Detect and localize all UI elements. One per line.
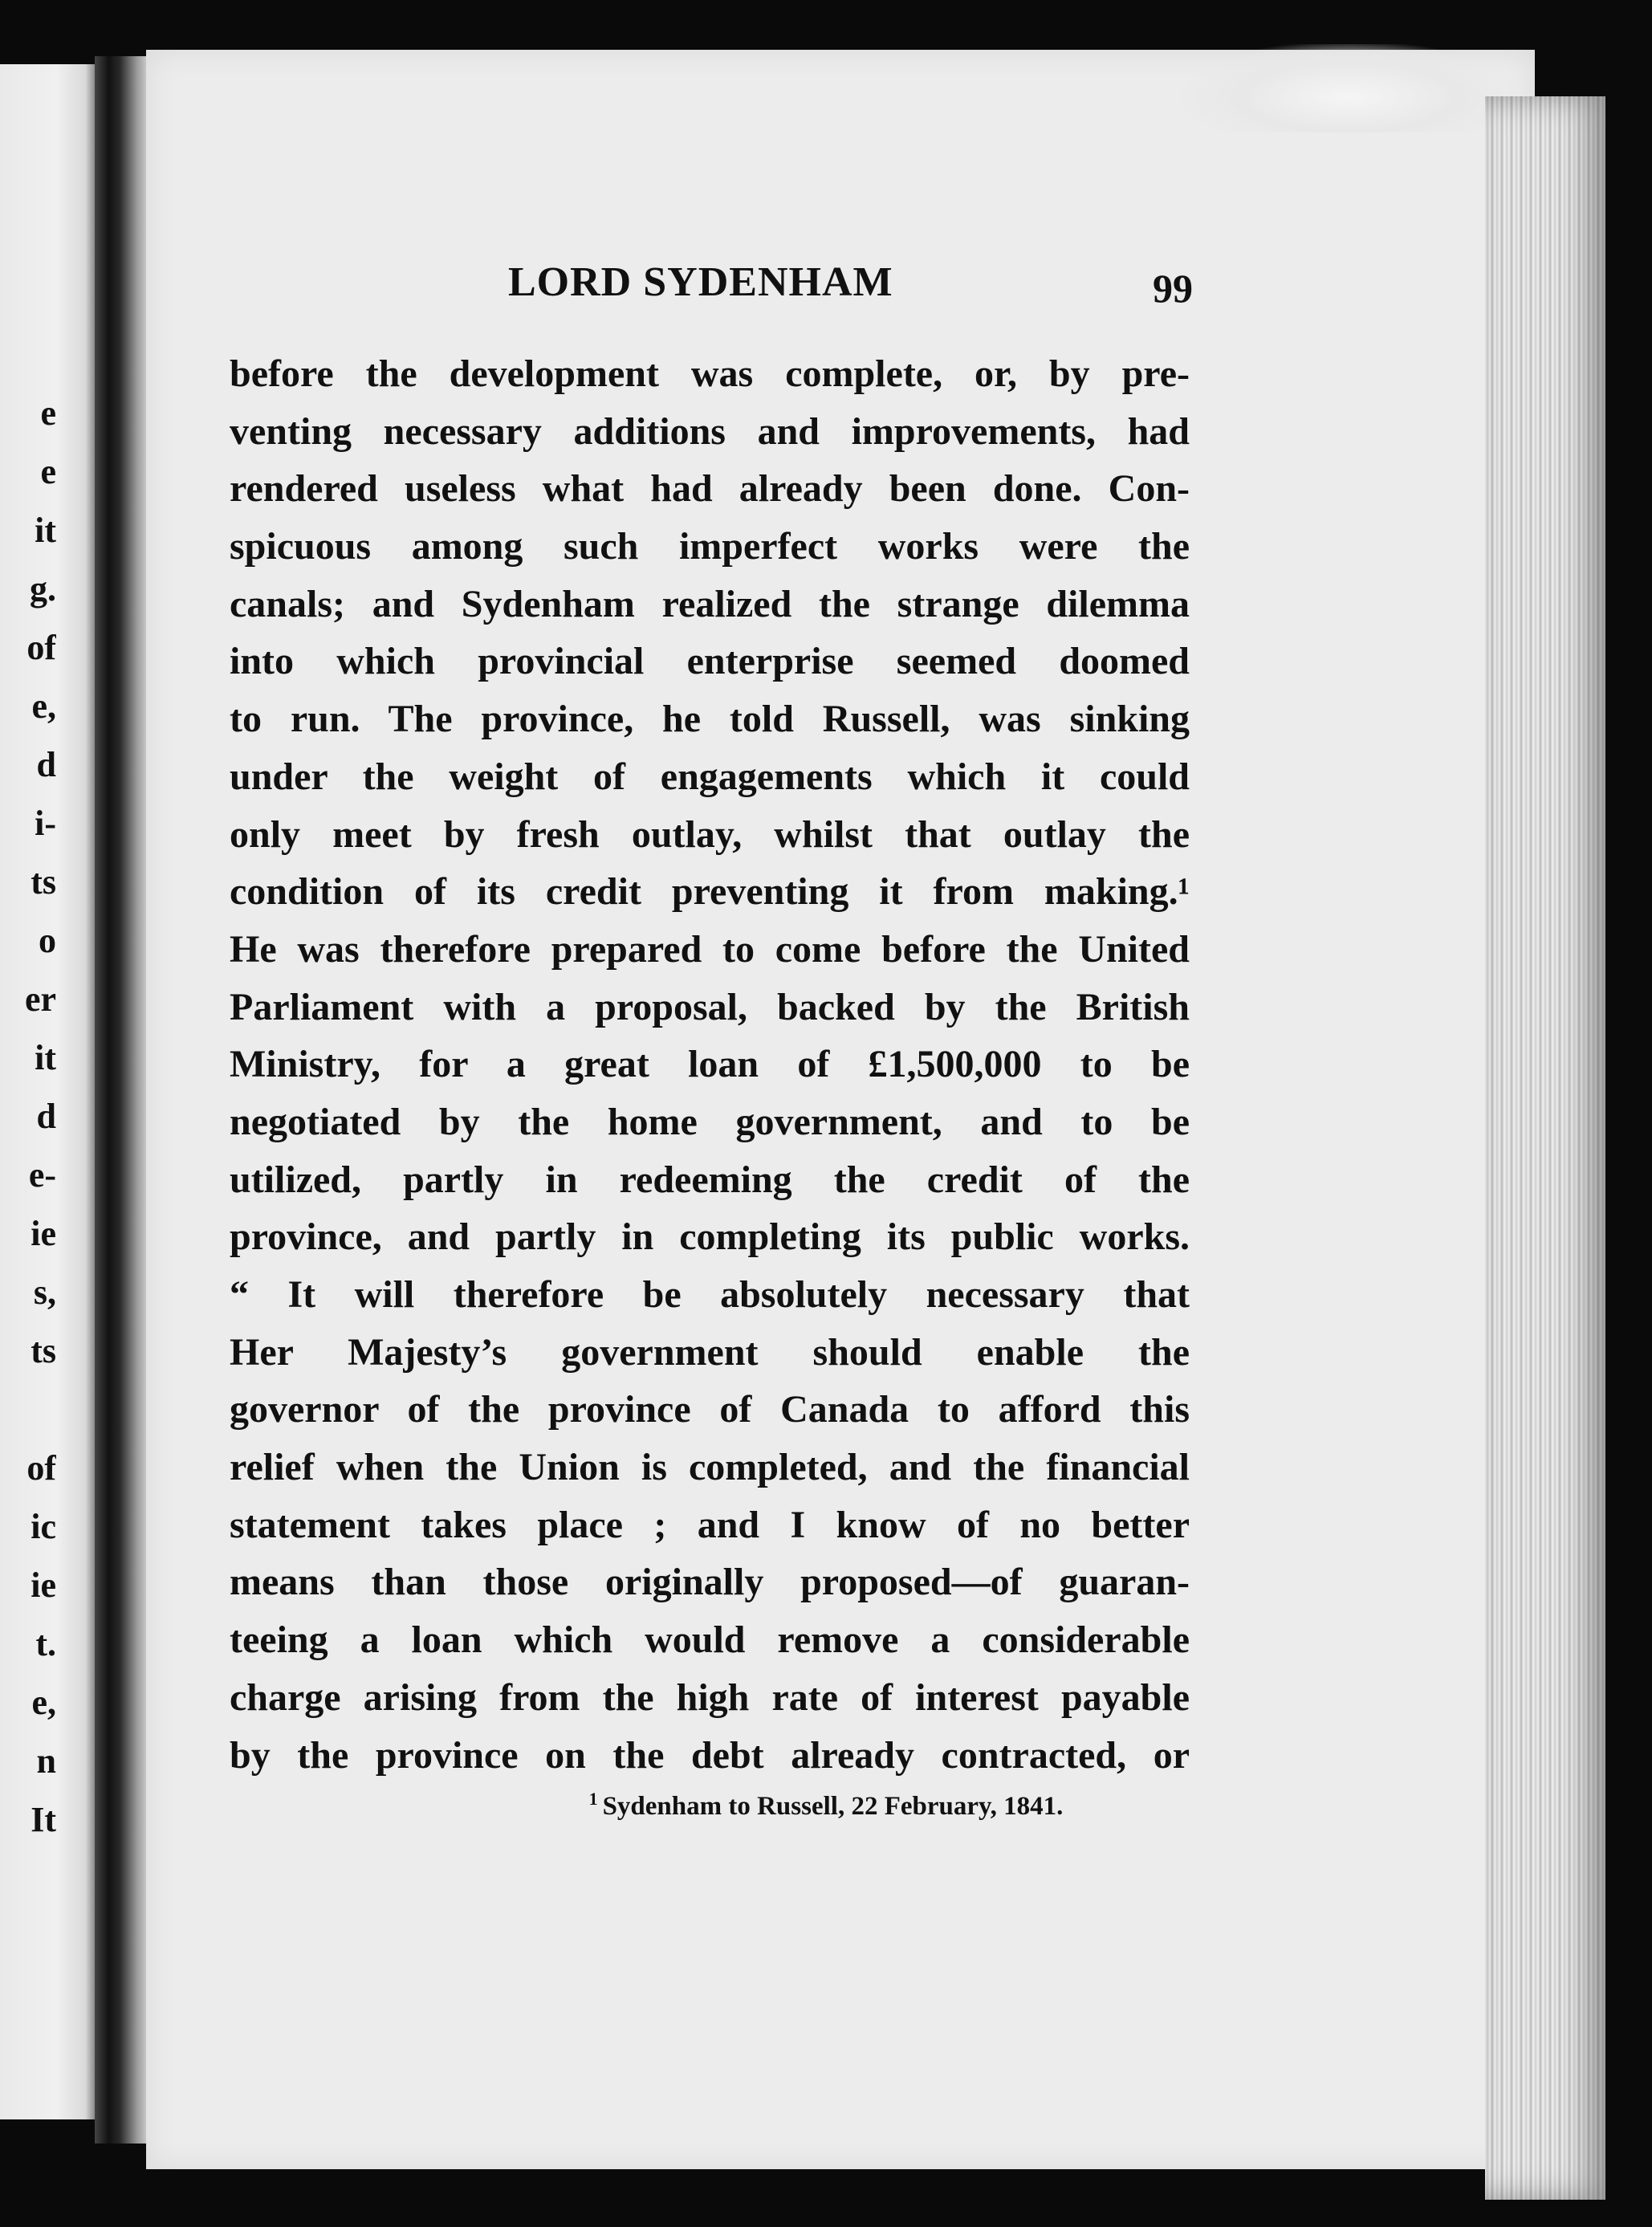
text-line: utilized, partly in redeeming the credit of the [230, 1158, 1190, 1201]
text-line: teeing a loan which would remove a considerable [230, 1618, 1190, 1662]
text-line: canals; and Sydenham realized the strange dilemma [230, 582, 1190, 625]
text-line: by the province on the debt already contracted, or [230, 1733, 1190, 1777]
previous-page-line-fragment: of [26, 1448, 56, 1488]
page-corner-highlight [1180, 44, 1517, 132]
previous-page-line-fragment: ie [31, 1565, 56, 1605]
running-head: LORD SYDENHAM [508, 259, 893, 305]
previous-page-line-fragment: of [26, 628, 56, 667]
text-line: Her Majesty’s government should enable the [230, 1330, 1190, 1374]
previous-page-line-fragment: e, [31, 686, 56, 726]
page-number: 99 [1153, 266, 1193, 311]
previous-page-line-fragment: d [36, 745, 56, 784]
previous-page-line-fragment: e [40, 393, 56, 433]
previous-page-line-fragment: t. [35, 1624, 56, 1663]
previous-page-line-fragment: it [35, 511, 56, 550]
previous-page-line-fragment: s, [33, 1272, 56, 1312]
text-line: spicuous among such imperfect works were the [230, 525, 1190, 568]
previous-page-text-fragments [0, 384, 56, 1849]
previous-page-line-fragment: e [40, 452, 56, 491]
previous-page-line-fragment: d [36, 1097, 56, 1136]
footnote-text: Sydenham to Russell, 22 February, 1841. [602, 1792, 1064, 1821]
previous-page-line-fragment [0, 1380, 56, 1439]
text-line: He was therefore prepared to come before the United [230, 927, 1190, 971]
previous-page-line-fragment: It [31, 1800, 56, 1839]
previous-page-line-fragment: ts [31, 1331, 56, 1370]
text-line: Ministry, for a great loan of £1,500,000 to be [230, 1043, 1190, 1086]
text-line: charge arising from the high rate of interest payable [230, 1675, 1190, 1719]
text-line: “ It will therefore be absolutely necessary that [230, 1273, 1190, 1316]
text-line: only meet by fresh outlay, whilst that outlay the [230, 812, 1190, 856]
text-line: into which provincial enterprise seemed doomed [230, 640, 1190, 683]
text-line: governor of the province of Canada to afford this [230, 1388, 1190, 1431]
previous-page-line-fragment: i- [35, 804, 56, 843]
text-line: relief when the Union is completed, and the financial [230, 1446, 1190, 1489]
text-line: Parliament with a proposal, backed by the British [230, 985, 1190, 1028]
previous-page-line-fragment: ts [31, 862, 56, 902]
footnote [0, 1789, 1652, 1822]
text-line: under the weight of engagements which it could [230, 755, 1190, 798]
book-gutter [95, 56, 151, 2144]
page-fore-edge [1485, 96, 1605, 2200]
previous-page-line-fragment: ic [31, 1507, 56, 1546]
previous-page-line-fragment: er [24, 979, 56, 1019]
text-line: negotiated by the home government, and to be [230, 1100, 1190, 1143]
previous-page-line-fragment: it [35, 1038, 56, 1077]
text-line: statement takes place ; and I know of no better [230, 1503, 1190, 1546]
previous-page-line-fragment: ie [31, 1214, 56, 1253]
text-line: rendered useless what had already been done. Con- [230, 467, 1190, 511]
footnote-marker: 1 [588, 1789, 598, 1809]
text-line: means than those originally proposed—of guaran- [230, 1561, 1190, 1604]
text-line: province, and partly in completing its public works. [230, 1215, 1190, 1259]
text-line: to run. The province, he told Russell, was sinking [230, 698, 1190, 741]
previous-page-line-fragment: o [39, 921, 56, 960]
body-text [230, 345, 1190, 1784]
text-line: venting necessary additions and improvements, had [230, 409, 1190, 453]
previous-page-line-fragment: g. [30, 569, 56, 609]
previous-page-line-fragment: e, [31, 1683, 56, 1722]
text-line: before the development was complete, or, by pre- [230, 352, 1190, 395]
text-line: condition of its credit preventing it from making.¹ [230, 870, 1190, 914]
previous-page-line-fragment: n [36, 1741, 56, 1781]
previous-page-line-fragment: e- [28, 1155, 56, 1195]
